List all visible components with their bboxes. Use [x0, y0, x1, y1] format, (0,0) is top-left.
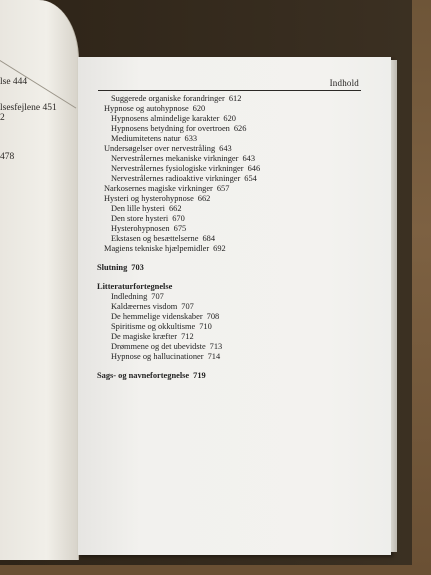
- toc-entry: [97, 104, 367, 114]
- toc-entry-title: Hypnose og autohypnose: [104, 104, 189, 113]
- toc-entry-page: 692: [213, 244, 226, 253]
- toc-entry-page: 643: [242, 154, 255, 163]
- toc-entry-title: Kaldæernes visdom: [111, 302, 178, 311]
- toc-entry: [97, 371, 367, 381]
- toc-entry-page: 643: [219, 144, 232, 153]
- toc-entry-title: Sags- og navnefortegnelse: [97, 371, 190, 380]
- toc-entry: [97, 332, 367, 342]
- toc-entry: [97, 204, 367, 214]
- toc-entry-title: Ekstasen og besættelserne: [111, 234, 199, 243]
- toc-entry: [97, 154, 367, 164]
- toc-entry-page: 662: [197, 194, 211, 203]
- toc-entry: [97, 124, 367, 134]
- toc-entry-title: Den lille hysteri: [111, 204, 165, 213]
- toc-entry: [97, 164, 367, 174]
- left-page-line: lse 444: [0, 77, 28, 87]
- toc-entry-page: 703: [131, 263, 144, 272]
- toc-entry-title: Suggerede organiske forandringer: [111, 94, 225, 103]
- toc-entry: [97, 292, 367, 302]
- toc-entry: [97, 352, 367, 362]
- toc-entry-title: Nervestrålernes mekaniske virkninger: [111, 154, 239, 163]
- toc-entry-page: 646: [247, 164, 261, 173]
- toc-entry: [97, 282, 367, 292]
- toc-entry-page: 713: [209, 342, 223, 351]
- toc-entry-page: 620: [192, 104, 206, 113]
- page-edge: [391, 60, 397, 552]
- toc-entry-page: 712: [181, 332, 194, 341]
- toc-entry-page: 620: [223, 114, 236, 123]
- toc-entry-page: 710: [199, 322, 212, 331]
- toc-entry: [97, 312, 367, 322]
- toc-entry-title: Hysterohypnosen: [111, 224, 170, 233]
- toc-entry-title: Den store hysteri: [111, 214, 169, 223]
- toc-entry: [97, 184, 367, 194]
- toc-spacer: [97, 254, 367, 263]
- toc-entry-title: Narkosernes magiske virkninger: [104, 184, 213, 193]
- toc-entry-title: Hypnosens betydning for overtroen: [111, 124, 230, 133]
- toc-entry-page: 657: [216, 184, 230, 193]
- toc-entry-page: 707: [181, 302, 194, 311]
- toc-entry-page: 654: [244, 174, 257, 183]
- toc-entry-title: Undersøgelser over nervestråling: [104, 144, 216, 153]
- toc-entry-page: 714: [207, 352, 221, 361]
- toc-entry: [97, 244, 367, 254]
- toc-entry-title: Hypnose og hallucinationer: [111, 352, 204, 361]
- running-head: Indhold: [329, 78, 359, 88]
- toc-entry-title: Hypnosens almindelige karakter: [111, 114, 220, 123]
- toc-entry: [97, 263, 367, 273]
- left-page: [0, 0, 79, 560]
- table-of-contents: [97, 94, 367, 381]
- toc-entry: [97, 322, 367, 332]
- toc-entry-page: 707: [151, 292, 164, 301]
- toc-entry-page: 662: [168, 204, 182, 213]
- toc-entry: [97, 224, 367, 234]
- toc-entry-title: Spiritisme og okkultisme: [111, 322, 196, 331]
- toc-entry-title: Indledning: [111, 292, 148, 301]
- toc-entry-title: Nervestrålernes fysiologiske virkninger: [111, 164, 244, 173]
- toc-entry: [97, 174, 367, 184]
- toc-entry: [97, 342, 367, 352]
- left-page-line: 2: [0, 113, 5, 123]
- toc-entry-title: Hysteri og hysterohypnose: [104, 194, 194, 203]
- toc-entry: [97, 302, 367, 312]
- right-page: [78, 57, 391, 555]
- toc-entry: [97, 134, 367, 144]
- toc-entry: [97, 144, 367, 154]
- left-page-line: lsesfejlene 451: [0, 103, 57, 113]
- toc-entry-page: 626: [233, 124, 247, 133]
- toc-entry-title: Drømmene og det ubevidste: [111, 342, 206, 351]
- toc-entry-title: Mediumitetens natur: [111, 134, 181, 143]
- toc-entry: [97, 234, 367, 244]
- toc-entry-title: De magiske kræfter: [111, 332, 178, 341]
- toc-entry-title: Magiens tekniske hjælpemidler: [104, 244, 210, 253]
- header-rule: [98, 90, 361, 91]
- toc-entry-page: 719: [193, 371, 206, 380]
- toc-entry: [97, 114, 367, 124]
- toc-entry-title: Slutning: [97, 263, 128, 272]
- toc-spacer: [97, 273, 367, 282]
- toc-entry-page: 633: [184, 134, 198, 143]
- toc-entry-page: 670: [172, 214, 185, 223]
- toc-entry-title: De hemmelige videnskaber: [111, 312, 203, 321]
- toc-spacer: [97, 362, 367, 371]
- toc-entry-page: 684: [202, 234, 216, 243]
- toc-entry-page: 612: [228, 94, 242, 103]
- toc-entry: [97, 94, 367, 104]
- toc-entry-title: Nervestrålernes radioaktive virkninger: [111, 174, 241, 183]
- toc-entry-page: 708: [206, 312, 220, 321]
- toc-entry-page: 675: [173, 224, 187, 233]
- left-page-line: 478: [0, 152, 15, 162]
- toc-entry: [97, 194, 367, 204]
- toc-entry: [97, 214, 367, 224]
- toc-entry-title: Litteraturfortegnelse: [97, 282, 173, 291]
